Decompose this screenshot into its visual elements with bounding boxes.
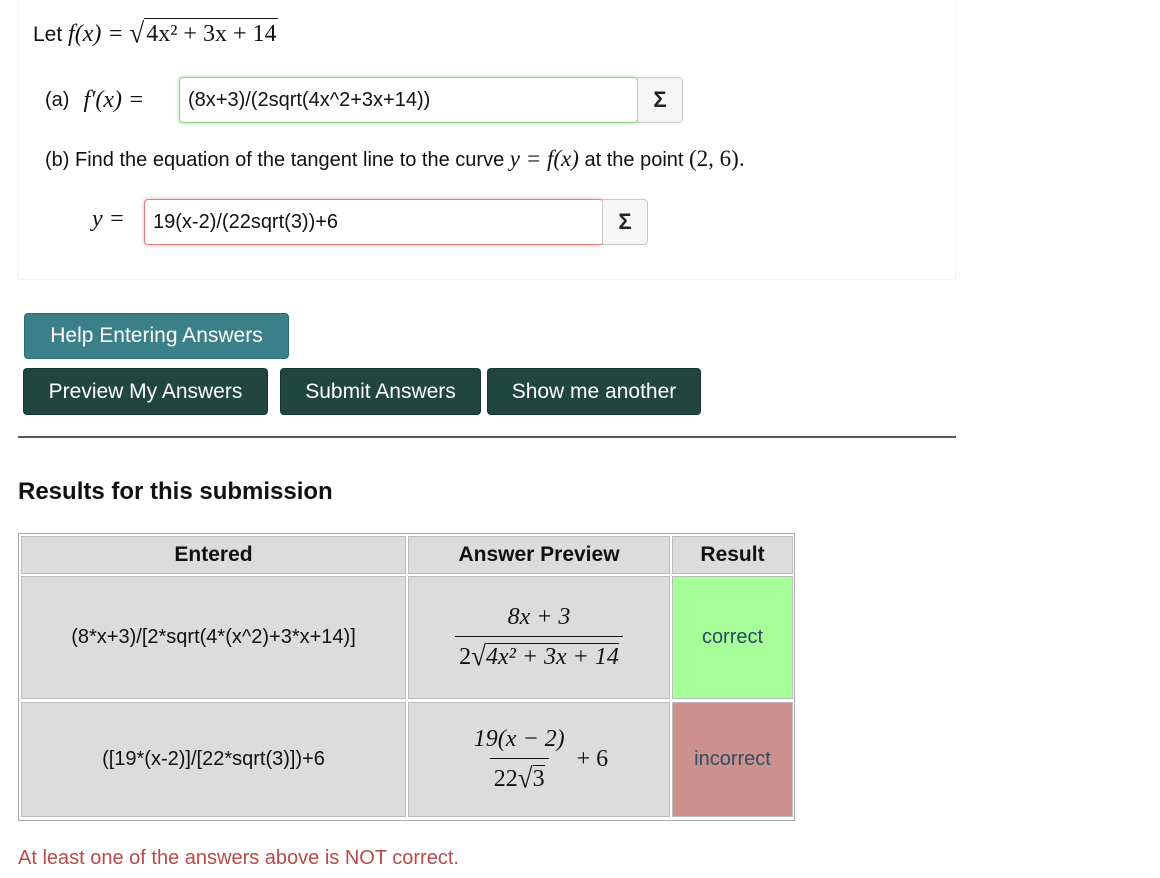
preview-answers-button[interactable]: Preview My Answers (23, 368, 268, 415)
preview-tail: + 6 (576, 746, 609, 772)
entered-cell: (8*x+3)/[2*sqrt(4*(x^2)+3*x+14)] (21, 576, 406, 699)
results-title: Results for this submission (18, 478, 333, 505)
header-answer-preview: Answer Preview (408, 536, 670, 574)
header-result: Result (672, 536, 793, 574)
function-definition (33, 18, 278, 49)
show-another-button[interactable]: Show me another (487, 368, 701, 415)
let-text: Let (33, 23, 63, 46)
results-table (18, 533, 795, 821)
equation-editor-button-a[interactable] (637, 77, 683, 123)
part-b-mid: at the point (584, 149, 684, 171)
preview-fraction (455, 604, 623, 672)
part-a-math: f′(x) = (83, 86, 145, 113)
preview-den-radicand: 3 (532, 765, 545, 792)
header-entered: Entered (21, 536, 406, 574)
preview-den-coef: 22 (493, 765, 518, 792)
part-b-point: (2, 6). (689, 146, 745, 171)
preview-numerator: 8x + 3 (507, 603, 571, 630)
submit-answers-button[interactable]: Submit Answers (280, 368, 481, 415)
sqrt-symbol: √ (517, 761, 533, 794)
preview-denominator (490, 758, 549, 794)
preview-den-coef: 2 (459, 643, 472, 670)
function-lhs: f(x) = (68, 21, 124, 47)
part-b-math: y = f(x) (509, 146, 579, 171)
help-entering-answers-button[interactable]: Help Entering Answers (24, 313, 289, 359)
preview-cell (408, 702, 670, 817)
sqrt-symbol: √ (471, 639, 486, 672)
preview-numerator: 19(x − 2) (473, 725, 565, 752)
sigma-icon: Σ (653, 87, 667, 112)
answer-input-b[interactable]: 19(x-2)/(22sqrt(3))+6 (144, 199, 604, 245)
entered-cell: ([19*(x-2)]/[22*sqrt(3)])+6 (21, 702, 406, 817)
equation-editor-button-b[interactable] (602, 199, 648, 245)
status-message: At least one of the answers above is NOT correct. (18, 847, 459, 869)
function-rhs (129, 18, 278, 49)
part-b-question (45, 146, 745, 172)
answer-input-a[interactable]: (8x+3)/(2sqrt(4x^2+3x+14)) (179, 77, 638, 123)
result-incorrect: incorrect (672, 702, 793, 817)
sqrt-symbol: √ (129, 17, 145, 49)
preview-math (470, 726, 608, 794)
preview-den-radicand: 4x² + 3x + 14 (485, 643, 619, 670)
preview-fraction (470, 726, 569, 794)
result-correct: correct (672, 576, 793, 699)
preview-math (455, 604, 623, 672)
divider (18, 436, 956, 438)
preview-cell (408, 576, 670, 699)
radicand: 4x² + 3x + 14 (144, 18, 278, 49)
preview-denominator (455, 636, 623, 672)
sigma-icon: Σ (618, 209, 632, 234)
part-a (45, 78, 154, 122)
part-a-label: (a) (45, 88, 70, 111)
part-b-prefix: (b) Find the equation of the tangent line to the curve (45, 149, 505, 171)
part-b-y-equals: y = (92, 206, 125, 232)
